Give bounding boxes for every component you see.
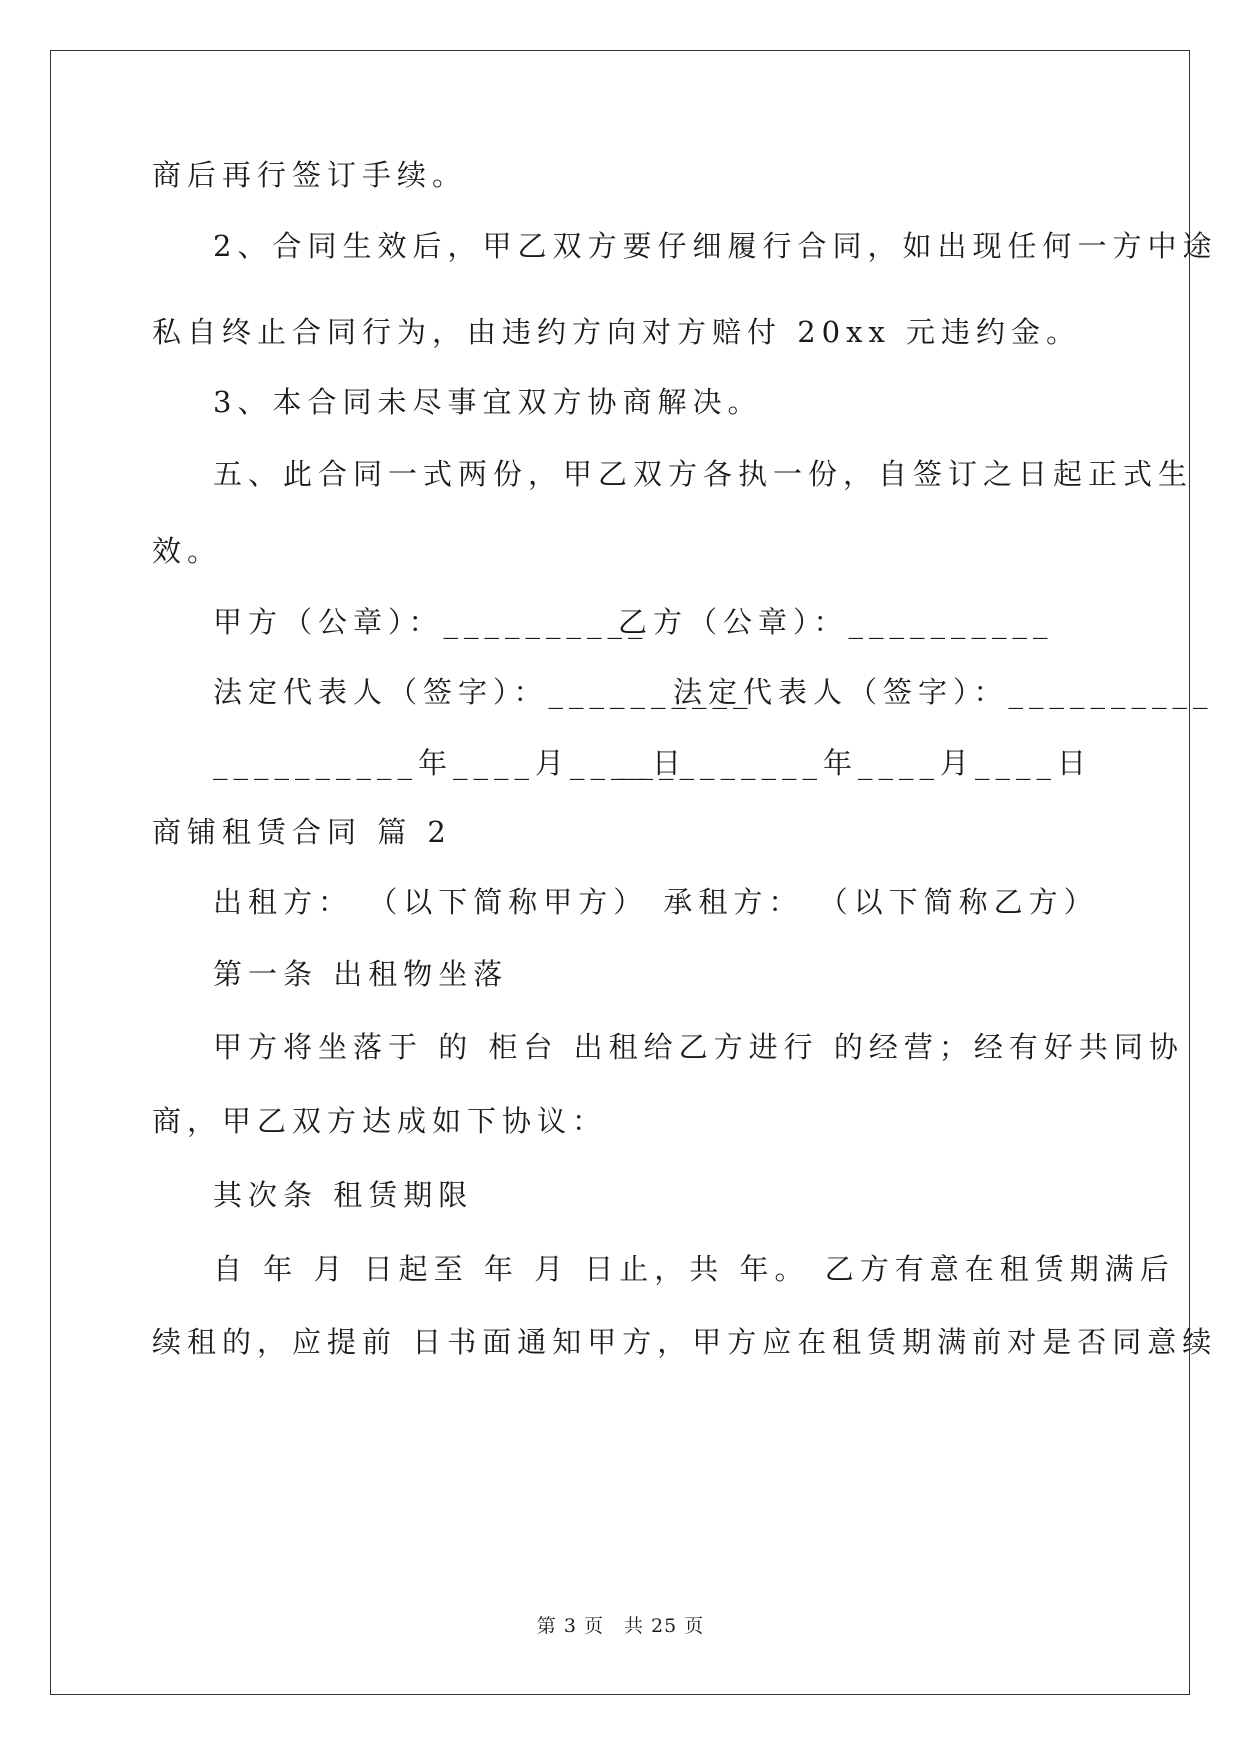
signature-row-date <box>213 743 1092 783</box>
party-a-seal: 甲方（公章）：__________ <box>213 605 649 639</box>
paragraph-line: 甲方将坐落于 的 柜台 出租给乙方进行 的经营；经有好共同协 <box>213 1030 1184 1064</box>
signature-row-rep <box>213 672 1214 712</box>
page-border <box>50 50 1190 1695</box>
party-b-seal: 乙方（公章）：__________ <box>618 605 1054 639</box>
paragraph-line: 私自终止合同行为，由违约方向对方赔付 20xx 元违约金。 <box>152 315 1082 349</box>
party-b-representative: 法定代表人（签字）：__________ <box>673 675 1214 709</box>
paragraph-line: 自 年 月 日起至 年 月 日止，共 年。 乙方有意在租赁期满后 <box>213 1252 1175 1286</box>
paragraph-line: 续租的，应提前 日书面通知甲方，甲方应在租赁期满前对是否同意续 <box>152 1325 1218 1359</box>
clause-heading: 第一条 出租物坐落 <box>213 957 509 991</box>
section-heading: 商铺租赁合同 篇 2 <box>152 815 452 849</box>
paragraph-line: 商后再行签订手续。 <box>152 158 468 192</box>
paragraph-line: 3、本合同未尽事宜双方协商解决。 <box>213 385 763 419</box>
clause-heading: 其次条 租赁期限 <box>213 1178 474 1212</box>
paragraph-line: 五、此合同一式两份，甲乙双方各执一份，自签订之日起正式生 <box>213 457 1194 491</box>
party-a-date: __________年____月____日 <box>213 746 688 780</box>
party-b-date: __________年____月____日 <box>618 746 1093 780</box>
paragraph-line: 2、合同生效后，甲乙双方要仔细履行合同，如出现任何一方中途 <box>213 229 1218 263</box>
party-a-representative: 法定代表人（签字）：__________ <box>213 675 754 709</box>
paragraph-line: 效。 <box>152 534 223 568</box>
page-number-footer: 第 3 页 共 25 页 <box>536 1615 705 1637</box>
paragraph-line: 商，甲乙双方达成如下协议： <box>152 1104 608 1138</box>
signature-row-seal <box>213 602 1054 642</box>
paragraph-line: 出租方： （以下简称甲方） 承租方： （以下简称乙方） <box>213 885 1099 919</box>
